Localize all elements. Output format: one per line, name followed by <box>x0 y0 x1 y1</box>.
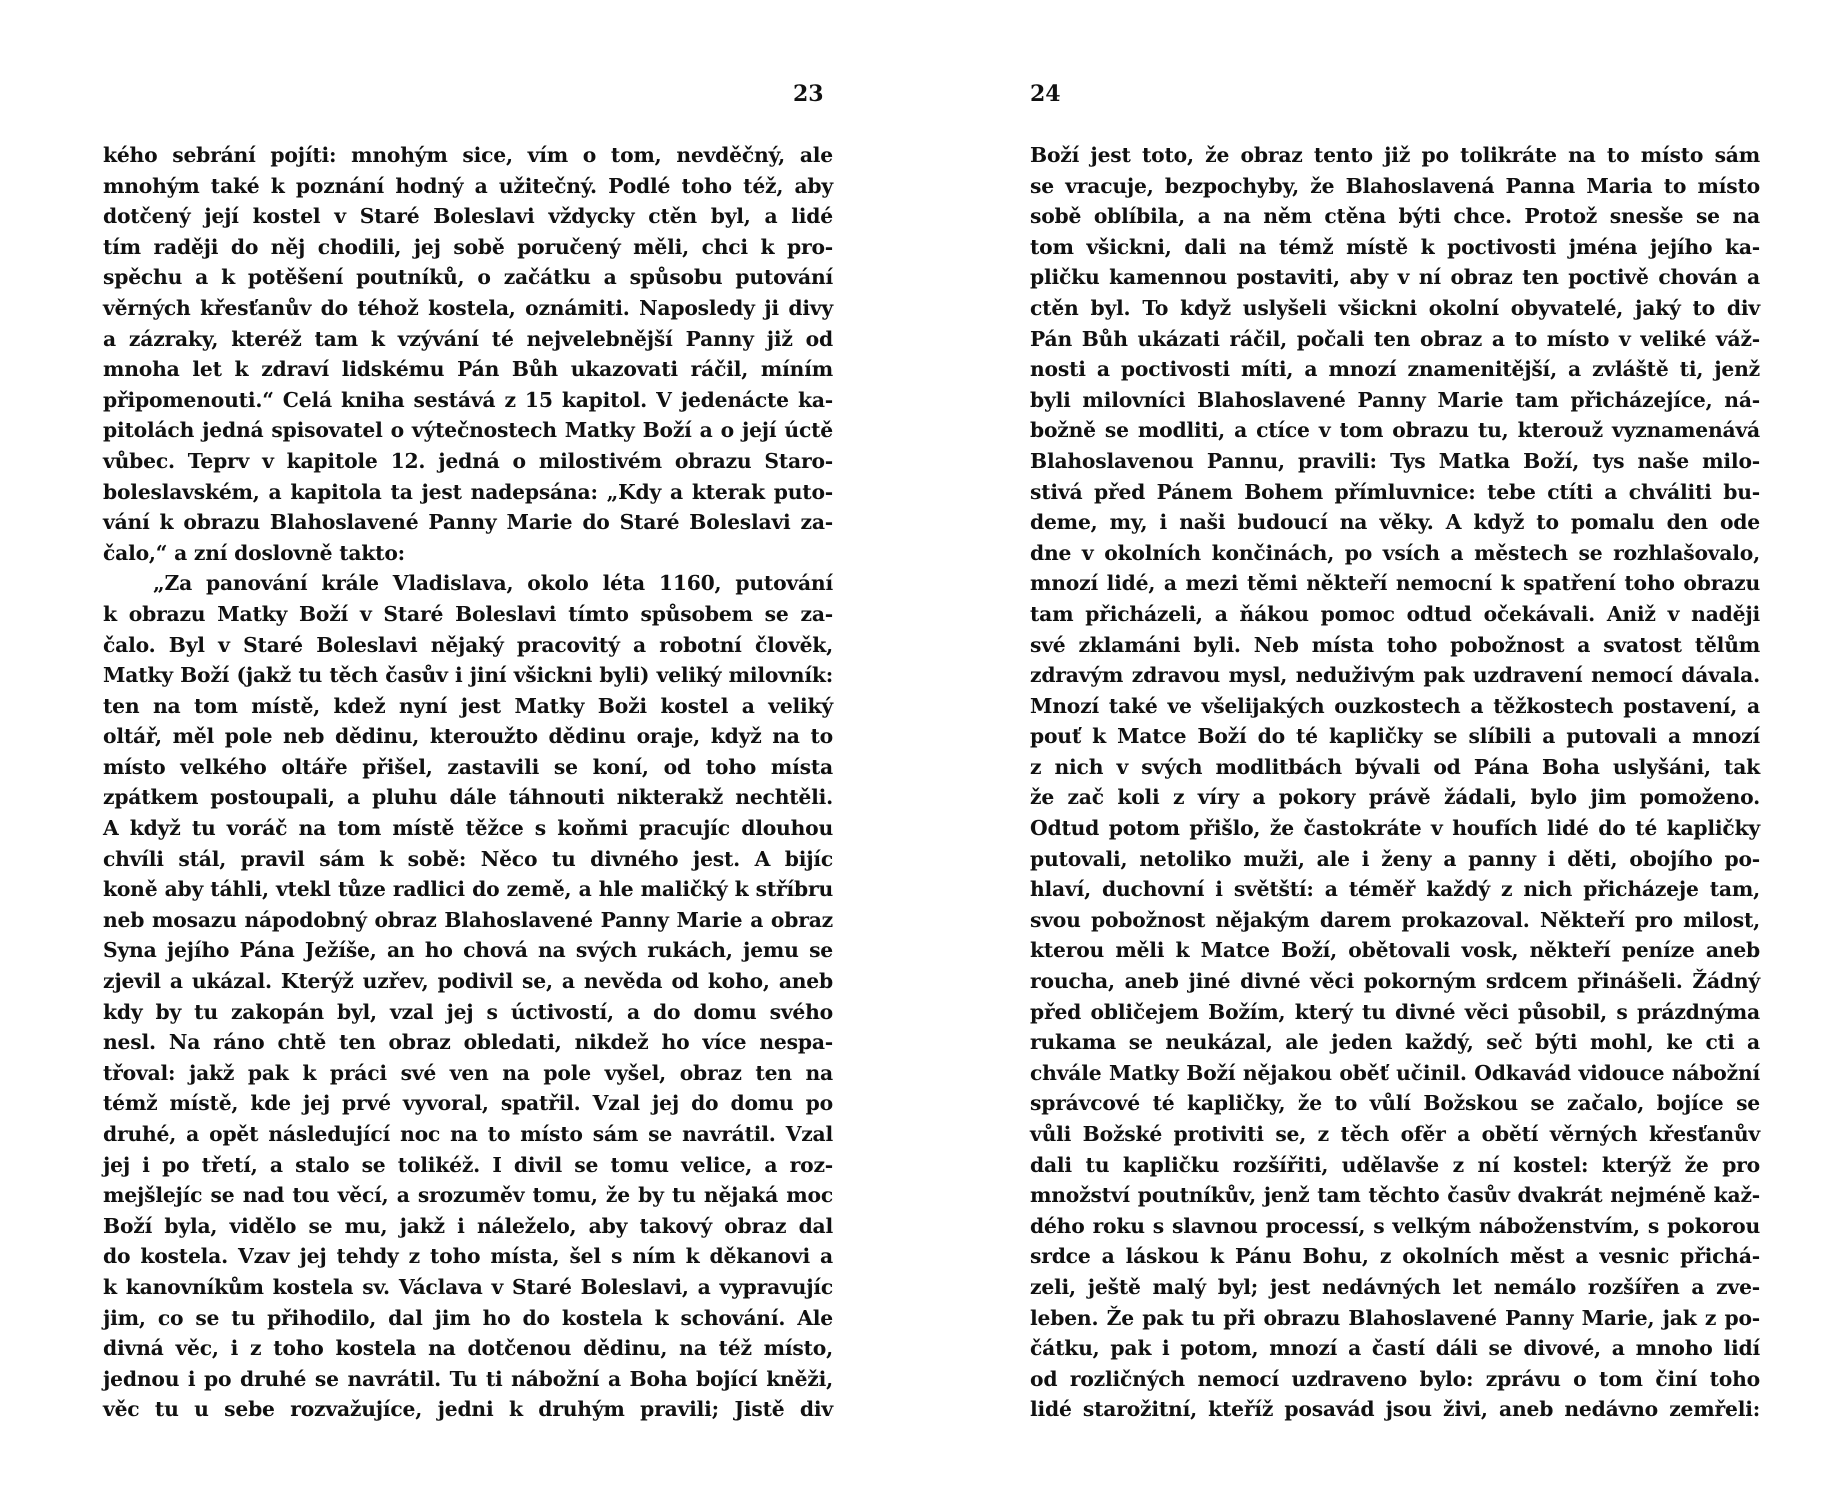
text-line: byli milovníci Blahoslavené Panny Marie tam přicházejíce, ná- <box>1030 387 1760 412</box>
text-line: připomenouti.“ Celá kniha sestává z 15 kapitol. V jedenácte ka- <box>103 387 833 412</box>
text-line: správcové té kapličky, že to vůlí Božskou se začalo, bojíce se <box>1030 1091 1760 1116</box>
text-line: oltář, měl pole neb dědinu, kteroužto dědinu oraje, když na to <box>103 724 833 749</box>
page-text <box>103 140 833 1425</box>
text-line: A když tu voráč na tom místě těžce s koňmi pracujíc dlouhou <box>103 816 833 841</box>
text-line: své zklamáni byli. Neb místa toho pobožnost a svatost tělům <box>1030 632 1760 657</box>
text-line: Mnozí také ve všelijakých ouzkostech a těžkostech postavení, a <box>1030 693 1760 718</box>
text-line: čalo. Byl v Staré Boleslavi nějaký pracovitý a robotní člověk, <box>103 632 833 657</box>
text-line: dého roku s slavnou processí, s velkým náboženstvím, s pokorou <box>1030 1213 1760 1238</box>
text-line: stivá před Pánem Bohem přímluvnice: tebe ctíti a chváliti bu- <box>1030 479 1760 504</box>
text-line: svou pobožnost nějakým darem prokazoval. Někteří pro milost, <box>1030 907 1760 932</box>
text-line: se vracuje, bezpochyby, že Blahoslavená Panna Maria to místo <box>1030 173 1760 198</box>
text-line: vůli Božské protiviti se, z těch ofěr a obětí věrných křesťanův <box>1030 1122 1760 1146</box>
text-line: zjevil a ukázal. Kterýž uzřev, podivil se, a nevěda od koho, aneb <box>103 969 833 994</box>
text-line: leben. Že pak tu při obrazu Blahoslavené Panny Marie, jak z po- <box>1030 1305 1760 1330</box>
text-line: Odtud potom přišlo, že častokráte v houfích lidé do té kapličky <box>1030 816 1760 841</box>
text-line: k kanovníkům kostela sv. Václava v Staré Boleslavi, a vypravujíc <box>103 1274 833 1299</box>
text-line: ten na tom místě, kdež nyní jest Matky Boži kostel a veliký <box>103 693 833 718</box>
text-line: lidé starožitní, kteříž posavád jsou živi, aneb nedávno zemřeli: <box>1030 1397 1760 1422</box>
text-line: jim, co se tu přihodilo, dal jim ho do kostela k schování. Ale <box>103 1305 833 1330</box>
text-line: putovali, netoliko muži, ale i ženy a panny i děti, obojího po- <box>1030 846 1760 871</box>
text-line: jej i po třetí, a stalo se tolikéž. I divil se tomu velice, a roz- <box>103 1152 833 1177</box>
text-line: Matky Boží (jakž tu těch časův i jiní všickni byli) veliký milovník: <box>103 663 833 688</box>
text-line: koně aby táhli, vtekl tůze radlici do země, a hle maličký k stříbru <box>103 877 833 902</box>
text-line: čátku, pak i potom, mnozí a častí dáli se divové, a mnoho lidí <box>1030 1336 1760 1361</box>
text-line: deme, my, i naši budoucí na věky. A když to pomalu den ode <box>1030 510 1760 535</box>
text-line: rukama se neukázal, ale jeden každý, seč býti mohl, ke cti a <box>1030 1030 1760 1055</box>
text-line: pouť k Matce Boží do té kapličky se slíbili a putovali a mnozí <box>1030 724 1760 749</box>
text-line: tom všickni, dali na témž místě k poctivosti jména jejího ka- <box>1030 234 1760 259</box>
text-line: kterou měli k Matce Boží, obětovali vosk, někteří peníze aneb <box>1030 938 1760 963</box>
text-line: boleslavském, a kapitola ta jest nadepsána: „Kdy a kterak puto- <box>103 479 833 504</box>
text-line: že zač koli z víry a pokory právě žádali, bylo jim pomoženo. <box>1030 785 1760 810</box>
text-line: mnoha let k zdraví lidskému Pán Bůh ukazovati ráčil, míním <box>103 357 833 382</box>
text-line: před obličejem Božím, který tu divné věci působil, s prázdnýma <box>1030 999 1760 1024</box>
text-line: dotčený její kostel v Staré Boleslavi vždycky ctěn byl, a lidé <box>103 204 833 229</box>
text-line: Blahoslavenou Pannu, pravili: Tys Matka Boží, tys naše milo- <box>1030 448 1760 473</box>
text-line: od rozličných nemocí uzdraveno bylo: zprávu o tom činí toho <box>1030 1366 1760 1391</box>
text-line: chvíli stál, pravil sám k sobě: Něco tu divného jest. A bijíc <box>103 846 833 871</box>
text-line: množství poutníkův, jenž tam těchto časův dvakrát nejméně kaž- <box>1030 1183 1760 1208</box>
text-line: a zázraky, kteréž tam k vzývání té nejvelebnější Panny již od <box>103 326 833 351</box>
text-line: ctěn byl. To když uslyšeli všickni okolní obyvatelé, jaký to div <box>1030 295 1760 320</box>
text-line: témž místě, kde jej prvé vyvoral, spatřil. Vzal jej do domu po <box>103 1091 833 1116</box>
text-line: mejšlejíc se nad tou věcí, a srozuměv tomu, že by tu nějaká moc <box>103 1183 833 1208</box>
text-line: zpátkem postoupali, a pluhu dále táhnouti nikterakž nechtěli. <box>103 785 833 810</box>
text-line: Syna jejího Pána Ježíše, an ho chová na svých rukách, jemu se <box>103 938 833 963</box>
text-line: chvále Matky Boží nějakou oběť učinil. Odkavád vidouce nábožní <box>1030 1060 1760 1085</box>
text-line: hlaví, duchovní i světští: a téměř každý z nich přicházeje tam, <box>1030 877 1760 902</box>
text-line: „Za panování krále Vladislava, okolo léta 1160, putování <box>153 571 833 596</box>
text-line: Pán Bůh ukázati ráčil, počali ten obraz a to místo v veliké váž- <box>1030 326 1760 351</box>
text-line: pličku kamennou postaviti, aby v ní obraz ten poctivě chován a <box>1030 265 1760 290</box>
text-line: jednou i po druhé se navrátil. Tu ti nábožní a Boha bojící kněži, <box>103 1366 833 1391</box>
text-line: božně se modliti, a ctíce v tom obrazu tu, kterouž vyznamenává <box>1030 418 1760 443</box>
text-line: vání k obrazu Blahoslavené Panny Marie do Staré Boleslavi za- <box>103 510 833 535</box>
text-line: neb mosazu nápodobný obraz Blahoslavené Panny Marie a obraz <box>103 907 833 932</box>
page-text <box>1030 140 1760 1425</box>
text-line: místo velkého oltáře přišel, zastavili se koní, od toho místa <box>103 754 833 779</box>
text-line: spěchu a k potěšení poutníků, o začátku a spůsobu putování <box>103 265 833 290</box>
text-line: třoval: jakž pak k práci své ven na pole vyšel, obraz ten na <box>103 1060 833 1085</box>
text-line: tím raději do něj chodili, jej sobě poručený měli, chci k pro- <box>103 234 833 259</box>
text-line: nosti a poctivosti míti, a mnozí znamenitější, a zvláště ti, jenž <box>1030 357 1760 382</box>
text-line: tam přicházeli, a ňákou pomoc odtud očekávali. Aniž v naději <box>1030 601 1760 626</box>
text-line: věrných křesťanův do téhož kostela, oznámiti. Naposledy ji divy <box>103 295 833 320</box>
text-line: zeli, ještě malý byl; jest nedávných let nemálo rozšířen a zve- <box>1030 1274 1760 1299</box>
text-line: kdy by tu zakopán byl, vzal jej s úctivostí, a do domu svého <box>103 999 833 1024</box>
text-line: z nich v svých modlitbách bývali od Pána Boha uslyšáni, tak <box>1030 754 1760 779</box>
text-line: k obrazu Matky Boží v Staré Boleslavi tímto spůsobem se za- <box>103 601 833 626</box>
text-line: dne v okolních končinách, po vsích a městech se rozhlašovalo, <box>1030 540 1760 565</box>
text-line: dali tu kapličku rozšířiti, udělavše z ní kostel: kterýž že pro <box>1030 1152 1760 1177</box>
text-line: divná věc, i z toho kostela na dotčenou dědinu, na též místo, <box>103 1336 833 1361</box>
text-line: mnozí lidé, a mezi těmi někteří nemocní k spatření toho obrazu <box>1030 571 1760 596</box>
text-line: sobě oblíbila, a na něm ctěna býti chce. Protož snesše se na <box>1030 204 1760 229</box>
text-line: do kostela. Vzav jej tehdy z toho místa, šel s ním k děkanovi a <box>103 1244 833 1269</box>
text-line: vůbec. Teprv v kapitole 12. jedná o milostivém obrazu Staro- <box>103 448 833 473</box>
page-number: 24 <box>1030 81 1061 107</box>
text-line: kého sebrání pojíti: mnohým sice, vím o tom, nevděčný, ale <box>103 143 833 167</box>
text-line: srdce a láskou k Pánu Bohu, z okolních měst a vesnic přichá- <box>1030 1244 1760 1269</box>
text-line: mnohým také k poznání hodný a užitečný. Podlé toho též, aby <box>103 173 833 198</box>
text-line: věc tu u sebe rozvažujíce, jedni k druhým pravili; Jistě div <box>103 1397 833 1422</box>
text-line: čalo,“ a zní doslovně takto: <box>103 540 405 565</box>
text-line: zdravým zdravou mysl, neduživým pak uzdravení nemocí dávala. <box>1030 663 1760 688</box>
text-line: Boží jest toto, že obraz tento již po tolikráte na to místo sám <box>1030 143 1760 167</box>
text-line: Boží byla, vidělo se mu, jakž i náleželo, aby takový obraz dal <box>103 1213 833 1238</box>
text-line: nesl. Na ráno chtě ten obraz obledati, nikdež ho více nespa- <box>103 1030 833 1055</box>
text-line: roucha, aneb jiné divné věci pokorným srdcem přinášeli. Žádný <box>1030 969 1760 994</box>
text-line: druhé, a opět následující noc na to místo sám se navrátil. Vzal <box>103 1122 833 1146</box>
text-line: pitolách jedná spisovatel o výtečnostech Matky Boží a o její úctě <box>103 418 833 443</box>
page-number: 23 <box>793 81 824 107</box>
